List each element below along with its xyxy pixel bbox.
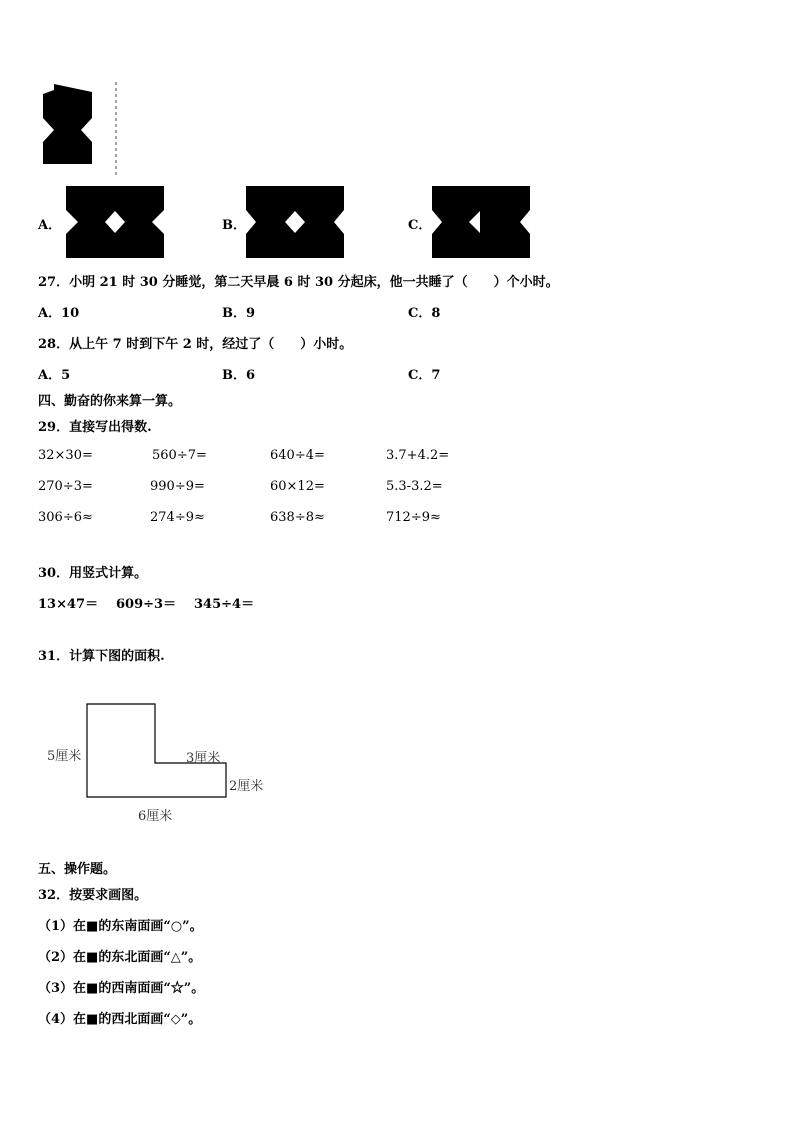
q27-stem: 27．小明 21 时 30 分睡觉，第二天早晨 6 时 30 分起床，他一共睡了（ ）个小时。 bbox=[38, 275, 559, 290]
q28-stem: 28．从上午 7 时到下午 2 时，经过了（ ）小时。 bbox=[38, 337, 353, 352]
q29-r1-c3: 640÷4= bbox=[270, 448, 325, 463]
q27-option-b[interactable]: B．9 bbox=[222, 306, 256, 321]
option-b-letter[interactable]: B． bbox=[222, 218, 246, 233]
q29-r1-c4: 3.7+4.2= bbox=[386, 448, 450, 463]
label-left-5cm: 5厘米 bbox=[47, 749, 82, 764]
q30-stem: 30．用竖式计算。 bbox=[38, 566, 148, 581]
q29-r2-c4: 5.3-3.2= bbox=[386, 479, 443, 494]
q32-item-2: （2）在■的东北面画“△”。 bbox=[38, 950, 202, 965]
option-a-figure[interactable] bbox=[66, 186, 164, 258]
q30-item-1: 13×47＝ bbox=[38, 597, 99, 612]
q27-option-a[interactable]: A．10 bbox=[38, 306, 80, 321]
q28-option-c[interactable]: C．7 bbox=[408, 368, 441, 383]
q32-item-1: （1）在■的东南面画“○”。 bbox=[38, 919, 203, 934]
q32-stem: 32．按要求画图。 bbox=[38, 888, 148, 903]
q31-stem: 31．计算下图的面积. bbox=[38, 649, 165, 664]
option-c-figure[interactable] bbox=[432, 186, 530, 258]
label-inner-3cm: 3厘米 bbox=[186, 751, 221, 766]
q29-r3-c4: 712÷9≈ bbox=[386, 510, 441, 525]
q29-r2-c3: 60×12= bbox=[270, 479, 325, 494]
q29-r3-c1: 306÷6≈ bbox=[38, 510, 93, 525]
q30-item-3: 345÷4＝ bbox=[194, 597, 255, 612]
q29-r1-c1: 32×30= bbox=[38, 448, 93, 463]
label-right-2cm: 2厘米 bbox=[229, 779, 264, 794]
q29-r2-c2: 990÷9= bbox=[150, 479, 205, 494]
q32-item-3: （3）在■的西南面画“☆”。 bbox=[38, 981, 205, 996]
q27-option-c[interactable]: C．8 bbox=[408, 306, 441, 321]
q29-stem: 29．直接写出得数. bbox=[38, 420, 152, 435]
folded-paper-figure bbox=[40, 80, 130, 178]
q32-item-4: （4）在■的西北面画“◇”。 bbox=[38, 1012, 202, 1027]
option-a-letter[interactable]: A． bbox=[38, 218, 62, 233]
option-c-letter[interactable]: C． bbox=[408, 218, 432, 233]
option-b-figure[interactable] bbox=[246, 186, 344, 258]
q29-r3-c3: 638÷8≈ bbox=[270, 510, 325, 525]
q29-r2-c1: 270÷3= bbox=[38, 479, 93, 494]
q28-option-b[interactable]: B．6 bbox=[222, 368, 256, 383]
q29-r1-c2: 560÷7= bbox=[152, 448, 207, 463]
label-bottom-6cm: 6厘米 bbox=[138, 809, 173, 824]
section-5-heading: 五、操作题。 bbox=[38, 862, 117, 877]
section-4-heading: 四、勤奋的你来算一算。 bbox=[38, 394, 182, 409]
q28-option-a[interactable]: A．5 bbox=[38, 368, 71, 383]
q30-item-2: 609÷3＝ bbox=[116, 597, 177, 612]
q29-r3-c2: 274÷9≈ bbox=[150, 510, 205, 525]
